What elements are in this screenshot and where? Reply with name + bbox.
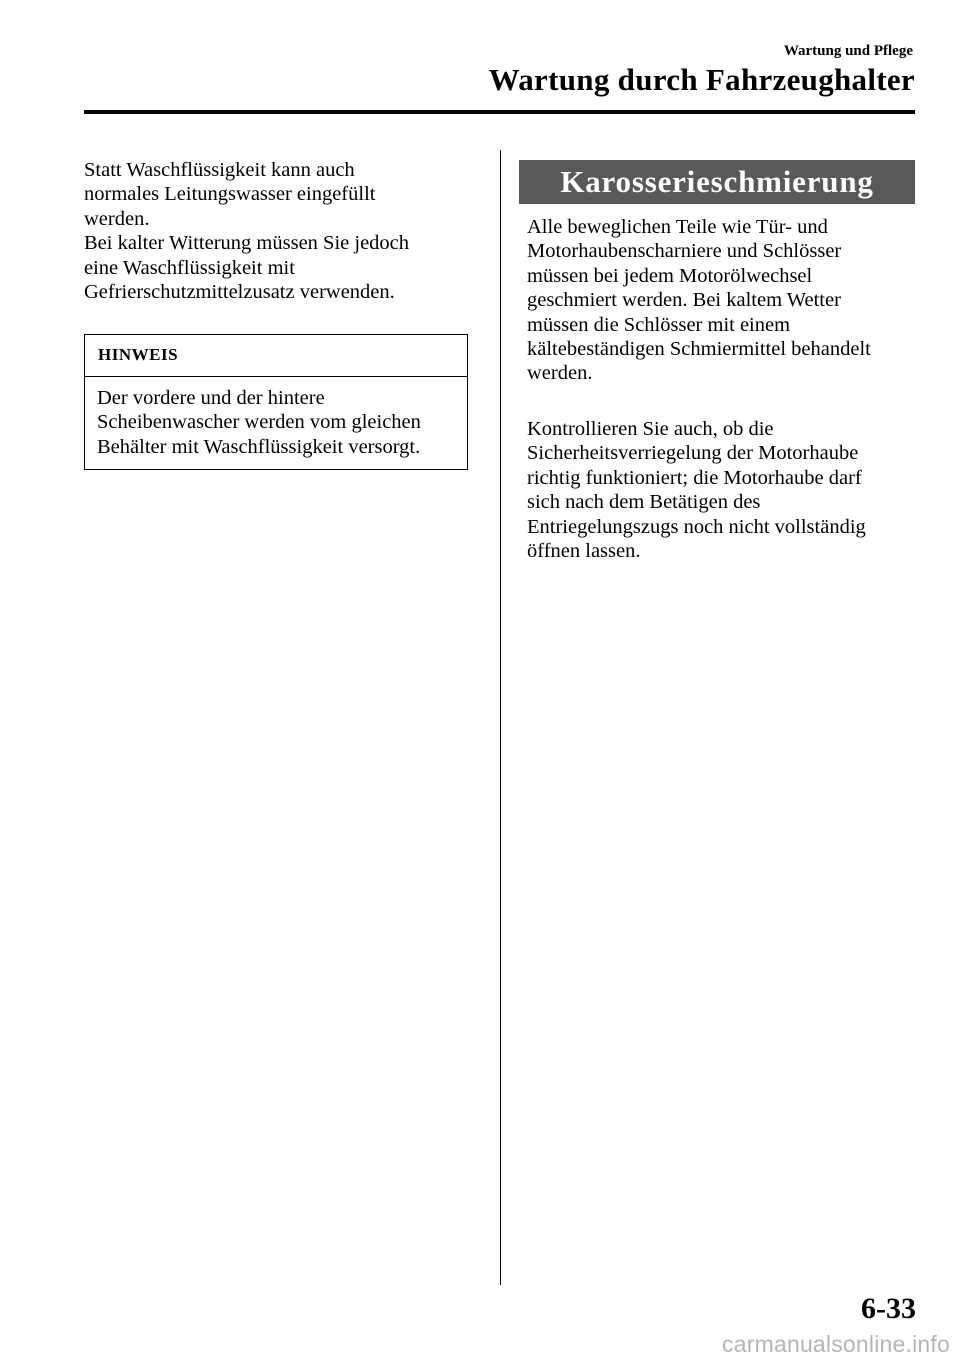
right-paragraph-2: Kontrollieren Sie auch, ob die Sicherheitsverriegelung der Motorhaube richtig funktioniert; die Motorhaube darf sich nach dem Betätigen des Entriegelungszugs noch nicht vollständig öffnen lassen. <box>527 418 866 563</box>
running-header-title: Wartung durch Fahrzeughalter <box>488 62 915 97</box>
note-box <box>84 334 468 470</box>
header-rule <box>84 110 915 114</box>
right-paragraph-1: Alle beweglichen Teile wie Tür- und Motorhaubenscharniere und Schlösser müssen bei jedem Motorölwechsel geschmiert werden. Bei kaltem Wetter müssen die Schlösser mit einem kältebeständigen Schmiermittel behandelt werden. <box>527 216 871 385</box>
page-number: 6-33 <box>861 1292 916 1325</box>
column-divider <box>500 150 501 1285</box>
section-title-banner: Karosserieschmierung <box>519 160 915 204</box>
left-column <box>84 158 479 304</box>
running-header-section: Wartung und Pflege <box>783 43 913 59</box>
watermark-logo: carmanualsonline.info <box>722 1331 950 1357</box>
note-heading: HINWEIS <box>85 335 467 377</box>
note-text: Der vordere und der hintere Scheibenwascher werden vom gleichen Behälter mit Waschflüssigkeit versorgt. <box>97 387 421 458</box>
left-paragraph: Statt Waschflüssigkeit kann auch normales Leitungswasser eingefüllt werden. Bei kalter Witterung müssen Sie jedoch eine Waschflüssigkeit mit Gefrierschutzmittelzusatz verwenden. <box>84 159 410 304</box>
